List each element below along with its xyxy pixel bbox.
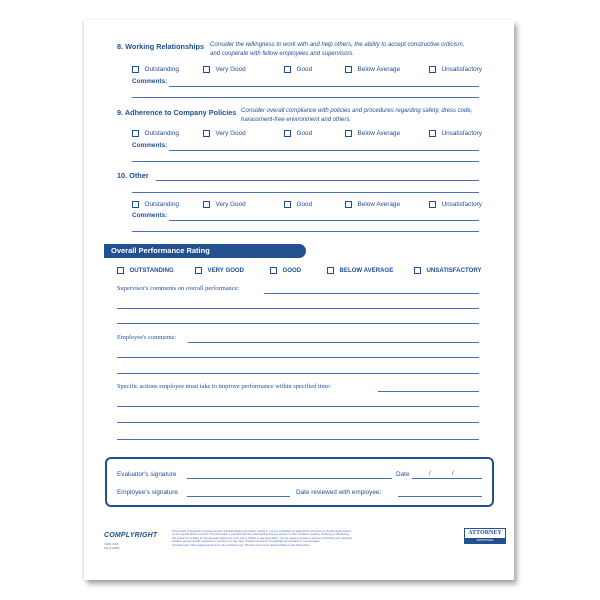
s8-option-below-average[interactable]: Below Average: [345, 66, 400, 73]
s10-option-outstanding[interactable]: Outstanding: [132, 201, 179, 208]
employee-line-1[interactable]: [188, 342, 479, 343]
s8-comment-line-2[interactable]: [132, 97, 479, 98]
date-label: Date: [396, 471, 410, 478]
checkbox-icon: [203, 66, 210, 73]
s8-comment-line-1[interactable]: [169, 86, 479, 87]
section-8-title: 8. Working Relationships: [117, 42, 205, 51]
employee-comments-label: Employee's comments:: [117, 334, 177, 341]
s10-comment-line-2[interactable]: [132, 231, 479, 232]
s8-option-outstanding[interactable]: Outstanding: [132, 66, 179, 73]
checkbox-icon: [195, 267, 202, 274]
s10-other-line-1[interactable]: [156, 180, 479, 181]
s10-option-very-good[interactable]: Very Good: [203, 201, 246, 208]
s9-option-good[interactable]: Good: [284, 130, 312, 137]
overall-rating-banner: Overall Performance Rating: [104, 244, 306, 258]
overall-option-good[interactable]: GOOD: [270, 267, 301, 274]
s9-option-unsatisfactory[interactable]: Unsatisfactory: [429, 130, 482, 137]
checkbox-icon: [327, 267, 334, 274]
checkbox-icon: [345, 201, 352, 208]
s10-option-good[interactable]: Good: [284, 201, 312, 208]
checkbox-icon: [284, 201, 291, 208]
actions-line-4[interactable]: [117, 439, 479, 440]
evaluator-signature-label: Evaluator's signature: [117, 471, 177, 478]
checkbox-icon: [270, 267, 277, 274]
overall-option-unsatisfactory[interactable]: UNSATISFACTORY: [414, 267, 482, 274]
form-page: [84, 20, 514, 580]
s8-option-unsatisfactory[interactable]: Unsatisfactory: [429, 66, 482, 73]
actions-label: Specific actions employee must take to improve performance within specified time:: [117, 383, 332, 390]
supervisor-line-2[interactable]: [117, 308, 479, 309]
section-8-desc-line2: and cooperate with fellow employees and supervisors.: [210, 51, 355, 57]
s10-comment-line-1[interactable]: [169, 220, 479, 221]
supervisor-comments-label: Supervisor's comments on overall performance:: [117, 285, 240, 292]
s9-comments-label: Comments:: [132, 142, 168, 149]
checkbox-icon: [429, 130, 436, 137]
section-10-title: 10. Other: [117, 171, 149, 180]
date-reviewed-line[interactable]: [398, 496, 482, 497]
section-8-desc-line1: Consider the willingness to work with and help others, the ability to accept constructive criticism,: [210, 42, 465, 48]
checkbox-icon: [284, 66, 291, 73]
checkbox-icon: [414, 267, 421, 274]
footer-disclaimer: This product is designed to provide accurate and authoritative information. However, it is not a substitute for legal advice and does not provide legal opinions on any specific facts or services. The information is provided with the understanding that any person or entity involved in creating, producing or distributing this product is not liable for any damages arising out of the use or inability to use this product. You are urged to consult an attorney concerning your particular situation and any specific questions or concerns you may have. Products printed by ComplyRight are provided on recycled paper. Important note: This is approved for use by the purchaser only. This form may not be shared publicly or with third parties.: [172, 530, 352, 547]
s10-comments-label: Comments:: [132, 212, 168, 219]
actions-line-1[interactable]: [378, 391, 479, 392]
s9-option-outstanding[interactable]: Outstanding: [132, 130, 179, 137]
s9-comment-line-2[interactable]: [132, 161, 479, 162]
employee-line-3[interactable]: [117, 373, 479, 374]
section-9-desc-line2: harassment-free environment and others.: [241, 117, 352, 123]
s9-comment-line-1[interactable]: [169, 150, 479, 151]
checkbox-icon: [345, 66, 352, 73]
s9-option-below-average[interactable]: Below Average: [345, 130, 400, 137]
checkbox-icon: [284, 130, 291, 137]
evaluator-signature-line[interactable]: [187, 478, 392, 479]
checkbox-icon: [117, 267, 124, 274]
date-separator-2: /: [452, 470, 454, 477]
date-reviewed-label: Date reviewed with employee:: [296, 489, 382, 496]
checkbox-icon: [345, 130, 352, 137]
employee-line-2[interactable]: [117, 357, 479, 358]
actions-line-2[interactable]: [117, 406, 479, 407]
checkbox-icon: [132, 66, 139, 73]
footer-code-1: ©2011 ICDS: [104, 543, 119, 546]
s8-option-very-good[interactable]: Very Good: [203, 66, 246, 73]
section-9-title: 9. Adherence to Company Policies: [117, 108, 237, 117]
s8-option-good[interactable]: Good: [284, 66, 312, 73]
supervisor-line-3[interactable]: [117, 323, 479, 324]
section-9-desc-line1: Consider overall compliance with policies and procedures regarding safety, dress code,: [241, 108, 473, 114]
checkbox-icon: [132, 130, 139, 137]
complyright-logo: COMPLYRIGHT: [104, 532, 158, 539]
s10-option-unsatisfactory[interactable]: Unsatisfactory: [429, 201, 482, 208]
overall-option-very-good[interactable]: VERY GOOD: [195, 267, 244, 274]
s9-option-very-good[interactable]: Very Good: [203, 130, 246, 137]
checkbox-icon: [429, 66, 436, 73]
checkbox-icon: [429, 201, 436, 208]
actions-line-3[interactable]: [117, 422, 479, 423]
checkbox-icon: [203, 130, 210, 137]
overall-option-outstanding[interactable]: OUTSTANDING: [117, 267, 174, 274]
date-line[interactable]: [412, 478, 482, 479]
s10-other-line-2[interactable]: [132, 192, 479, 193]
checkbox-icon: [203, 201, 210, 208]
supervisor-line-1[interactable]: [264, 293, 479, 294]
checkbox-icon: [132, 201, 139, 208]
footer-code-2: Item # A6062: [104, 547, 120, 550]
employee-signature-line[interactable]: [187, 496, 290, 497]
s10-option-below-average[interactable]: Below Average: [345, 201, 400, 208]
s8-comments-label: Comments:: [132, 78, 168, 85]
signature-box: [105, 457, 494, 507]
attorney-approved-badge: ATTORNEY APPROVED: [464, 528, 506, 544]
overall-option-below-average[interactable]: BELOW AVERAGE: [327, 267, 393, 274]
employee-signature-label: Employee's signature: [117, 489, 178, 496]
date-separator-1: /: [429, 470, 431, 477]
